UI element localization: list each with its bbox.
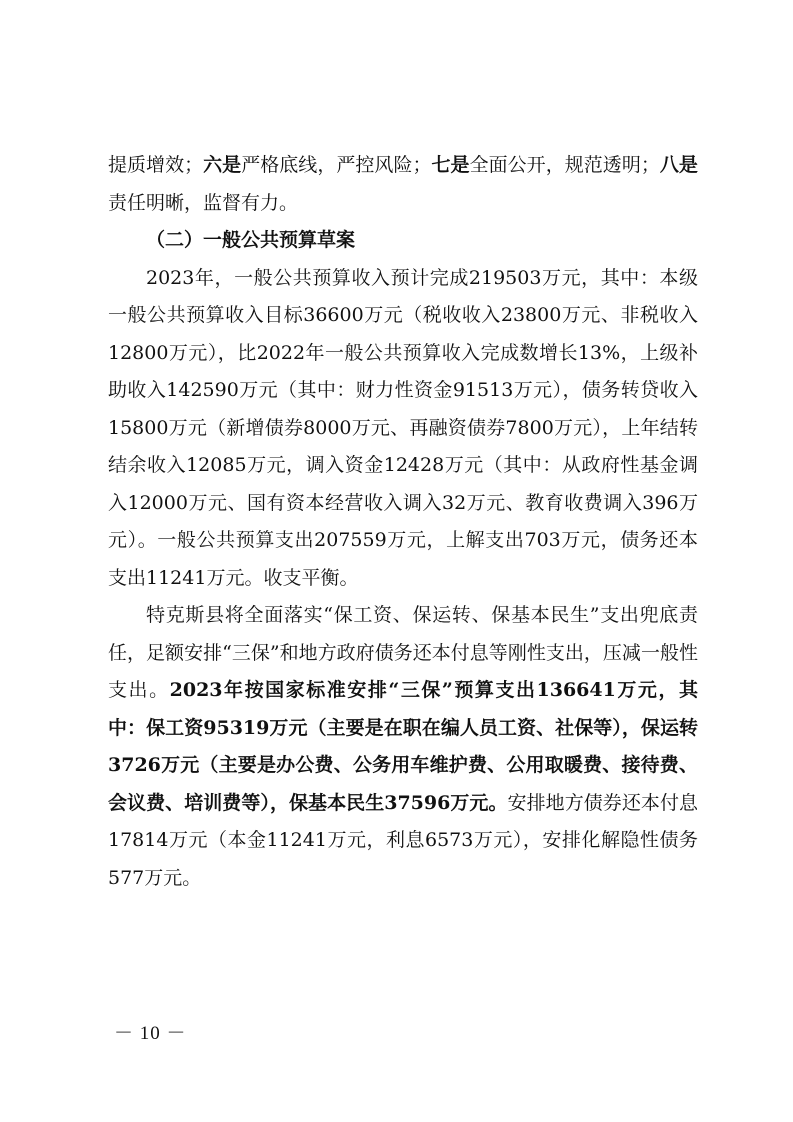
text-run: 严格底线，严控风险； xyxy=(241,154,432,176)
document-body xyxy=(108,147,698,897)
text-run: 责任明晰，监督有力。 xyxy=(108,191,299,214)
bold-run: 七是 xyxy=(431,154,470,176)
paragraph-three-guarantees xyxy=(108,597,698,897)
bold-run: 2023年按国家标准安排“三保”预算支出136641万元，其中：保工资95319万元（主要是在职在编人员工资、社保等），保运转3726万元（主要是办公费、公务用车维护费、公用取暖费、接待费、会议费、培训费等），保基本民生37596万元。 xyxy=(108,679,698,814)
paragraph-continuation xyxy=(108,147,698,222)
bold-run: 八是 xyxy=(659,154,698,176)
section-heading: （二）一般公共预算草案 xyxy=(146,229,356,251)
paragraph-budget-revenue: 2023年，一般公共预算收入预计完成219503万元，其中：本级一般公共预算收入目标36600万元（税收收入23800万元、非税收入12800万元），比2022年一般公共预算收入完成数增长13%，上级补助收入142590万元（其中：财力性资金91513万元），债务转贷收入15800万元（新增债券8000万元、再融资债券7800万元），上年结转结余收入12085万元，调入资金12428万元（其中：从政府性基金调入12000万元、国有资本经营收入调入32万元、教育收费调入396万元）。一般公共预算支出207559万元，上解支出703万元，债务还本支出11241万元。收支平衡。 xyxy=(108,266,698,589)
text-run: 提质增效； xyxy=(108,154,204,176)
text-run: 特克斯县将全面落实“保工资、保运转、保基本民生”支出兜底责任，足额安排“三保”和地方政府债务还本付息等刚性支出，压减一般性支出。 xyxy=(108,604,698,701)
text-run: 安排地方债券还本付息17814万元（本金11241万元，利息6573万元），安排化解隐性债务577万元。 xyxy=(108,791,698,889)
text-run: 全面公开，规范透明； xyxy=(469,154,660,176)
page-number: － 10 － xyxy=(114,1023,187,1044)
bold-run: 六是 xyxy=(203,154,242,176)
